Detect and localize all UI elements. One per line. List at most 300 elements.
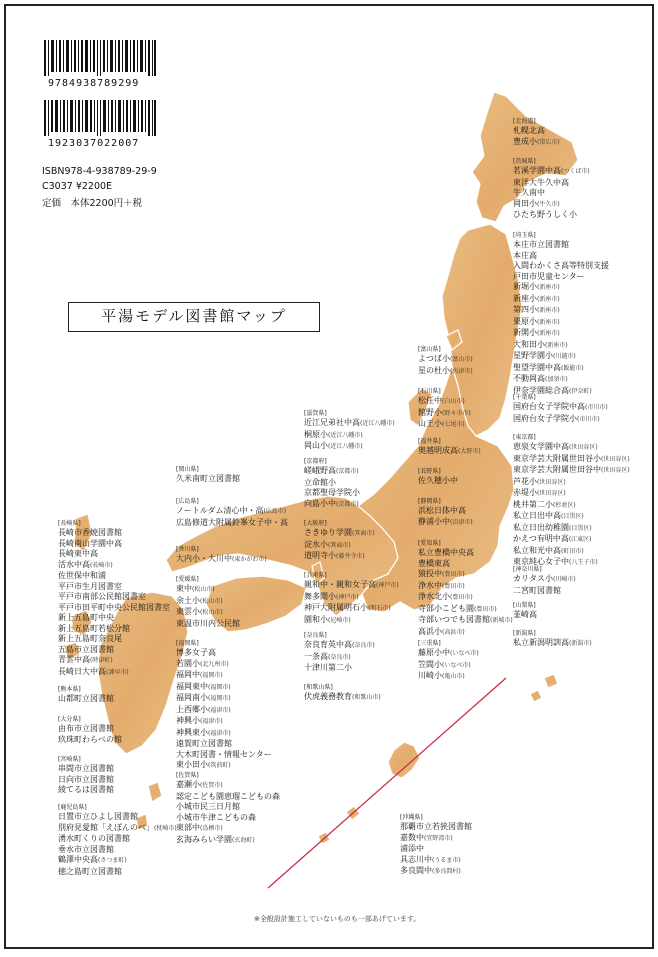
library-entry <box>176 474 240 485</box>
library-entry <box>513 240 609 251</box>
library-entry <box>176 554 267 566</box>
prefecture-label: [愛媛県] <box>176 576 199 583</box>
library-entry <box>513 477 630 489</box>
library-city-note: (伊奈町) <box>569 387 592 395</box>
library-city-note: (和歌山市) <box>352 694 381 701</box>
library-name: 恵泉女学園中高 <box>513 442 569 451</box>
library-name: 山王小 <box>418 419 442 428</box>
isbn-barcode <box>44 40 156 76</box>
library-name: 私立日出幼稚園 <box>513 522 569 532</box>
library-name: 青雲中高 <box>58 655 90 664</box>
library-entry <box>176 518 288 529</box>
library-entry <box>513 137 560 149</box>
region-saitama <box>513 232 609 397</box>
library-entry <box>418 446 481 458</box>
library-city-note: (世田谷区) <box>537 478 566 486</box>
prefecture-label: [沖縄県] <box>400 814 423 821</box>
library-entry <box>58 592 170 603</box>
library-entry <box>304 663 375 674</box>
library-city-note: (長崎市) <box>90 561 113 569</box>
library-entry <box>58 724 122 735</box>
library-city-note: (近江八幡市) <box>360 420 395 427</box>
library-name: 多良間中 <box>400 866 432 875</box>
library-entry <box>58 764 114 775</box>
library-entry <box>513 465 630 477</box>
library-city-note: (佐賀市) <box>200 782 223 789</box>
map-title: 平湯モデル図書館マップ <box>68 302 320 332</box>
library-entry <box>513 340 609 352</box>
library-name: 長崎市香焼図書館 <box>58 528 122 537</box>
library-name: 高浜小 <box>418 626 442 636</box>
library-city-note: (宜野湾市) <box>424 834 453 842</box>
library-entry <box>58 645 170 656</box>
library-name: 新上五島町奈良尾 <box>58 634 122 643</box>
library-entry <box>58 603 170 614</box>
library-entry <box>513 178 590 189</box>
library-name: 大内小・大川中 <box>176 554 232 563</box>
region-fukui <box>418 438 481 458</box>
library-name: カリタス小 <box>513 574 553 583</box>
library-entry <box>418 660 479 672</box>
library-city-note: (福津市) <box>208 729 231 737</box>
library-name: よつば小 <box>418 354 450 363</box>
library-city-note: (町田市) <box>561 547 584 555</box>
library-entry <box>513 402 608 414</box>
prefecture-label: [北海道] <box>513 118 536 125</box>
library-name: 浄水中 <box>418 580 442 590</box>
library-name: 嵯峨野高 <box>304 466 336 475</box>
library-city-note: (尼崎市) <box>328 616 351 624</box>
library-entry <box>513 534 630 546</box>
library-city-note: (世田谷区) <box>537 490 566 497</box>
region-hokkaido <box>513 118 560 148</box>
barcode-number-2: 1923037022007 <box>48 138 140 149</box>
library-entry <box>58 613 170 624</box>
library-city-note: (豊田市) <box>442 571 465 578</box>
library-name: 私立日出中高 <box>513 511 561 520</box>
library-entry <box>176 823 280 835</box>
region-niigata <box>513 630 592 650</box>
prefecture-label: [佐賀県] <box>176 772 199 779</box>
library-city-note: (新座市) <box>537 330 560 337</box>
library-name: 星の杜小 <box>418 365 450 375</box>
library-entry <box>176 802 280 813</box>
library-name: 小城市民三日月館 <box>176 802 240 811</box>
library-entry <box>513 511 630 523</box>
library-entry <box>418 569 513 581</box>
library-entry <box>58 785 114 796</box>
library-city-note: (目黒区) <box>569 524 592 532</box>
library-name: 入間わかくさ高等特別支援 <box>513 261 609 270</box>
library-entry <box>58 549 170 560</box>
library-entry <box>418 396 471 408</box>
prefecture-label: [石川県] <box>418 388 441 395</box>
library-name: 大木町図書・情報センター <box>176 749 272 759</box>
library-entry <box>304 466 360 478</box>
library-name: 佐世保中和浦 <box>58 571 106 580</box>
library-city-note: (目黒区) <box>561 513 584 520</box>
library-entry <box>304 528 375 540</box>
prefecture-label: [富山県] <box>418 346 441 353</box>
library-city-note: (飯能市) <box>561 364 584 372</box>
library-name: 平戸市南部公民館図書室 <box>58 592 146 601</box>
library-name: 川崎小 <box>418 671 442 680</box>
library-entry <box>58 694 114 705</box>
library-name: 第四小 <box>513 305 537 314</box>
library-city-note: (神戸市) <box>336 593 359 601</box>
library-entry <box>304 418 395 430</box>
prefecture-label: [奈良県] <box>304 632 327 639</box>
prefecture-label: [千葉県] <box>513 394 536 401</box>
library-city-note: (いなべ市) <box>442 661 471 669</box>
library-name: 不動岡高 <box>513 374 545 383</box>
region-shizuoka <box>418 498 473 528</box>
library-name: 奈良育英中高 <box>304 640 352 649</box>
library-entry <box>418 419 471 431</box>
footnote: ※全般設計施工していないものも一部あげています。 <box>254 915 421 923</box>
library-city-note: (松山市) <box>200 597 223 605</box>
library-name: 道明寺小 <box>304 551 336 560</box>
library-city-note: (野々市市) <box>442 409 471 417</box>
region-aichi <box>418 540 513 638</box>
library-name: 寺部小こども園 <box>418 603 474 613</box>
library-city-note: (福岡市) <box>208 695 231 702</box>
prefecture-label: [大阪府] <box>304 520 327 527</box>
library-entry <box>418 506 473 517</box>
library-name: 伏虎義務教育 <box>304 692 352 701</box>
library-name: 福岡東中 <box>176 681 208 691</box>
library-name: 牛久南中 <box>513 188 545 197</box>
prefecture-label: [三重県] <box>418 640 441 647</box>
library-entry <box>418 671 479 683</box>
prefecture-label: [静岡県] <box>418 498 441 505</box>
library-city-note: (世田谷区) <box>569 444 598 451</box>
library-name: 一条高 <box>304 651 328 661</box>
library-name: 別府見愛館「えぼんのべ」 <box>58 822 154 832</box>
library-name: 博多女子高 <box>176 648 216 657</box>
library-name: 館野小 <box>418 407 442 417</box>
library-name: 岡田小 <box>513 198 537 208</box>
library-entry <box>513 126 560 137</box>
region-ehime <box>176 576 240 629</box>
library-name: 大和田小 <box>513 339 545 349</box>
library-entry <box>513 282 609 294</box>
library-city-note: (松山市) <box>192 586 215 593</box>
library-city-note: (富山市) <box>450 356 473 363</box>
library-entry <box>58 735 122 746</box>
library-name: 嘉数中 <box>400 832 424 842</box>
library-name: 綾てるは図書館 <box>58 785 114 794</box>
library-name: 園和小 <box>304 614 328 624</box>
region-hyogo <box>304 572 399 626</box>
library-entry <box>513 351 609 363</box>
library-name: 日置市立ひよし図書館 <box>58 812 138 821</box>
library-name: 長崎東中高 <box>58 549 98 558</box>
library-entry <box>418 559 513 570</box>
library-name: 近江兄弟社中高 <box>304 418 360 427</box>
library-city-note: (豊田市) <box>450 594 473 601</box>
library-entry <box>418 548 513 559</box>
library-entry <box>58 624 170 635</box>
library-city-note: (新座市) <box>537 307 560 314</box>
library-city-note: (新座市) <box>537 318 560 326</box>
library-city-note: (豊田市) <box>474 605 497 613</box>
library-entry <box>513 500 630 512</box>
library-name: 淀水小 <box>304 539 328 549</box>
library-name: 玄海みらい学園 <box>176 834 232 844</box>
library-entry <box>176 659 272 671</box>
prefecture-label: [茨城県] <box>513 158 536 165</box>
library-entry <box>176 813 280 824</box>
library-name: 桐原小 <box>304 429 328 439</box>
library-name: 久米南町立図書館 <box>176 474 240 483</box>
library-entry <box>304 499 360 511</box>
library-name: 立命館小 <box>304 477 336 487</box>
library-city-note: (加須市) <box>545 376 568 383</box>
library-entry <box>58 667 170 679</box>
region-oita <box>58 716 122 745</box>
library-name: 親和中・親和女子高 <box>304 580 376 589</box>
library-name: 神興小 <box>176 716 200 725</box>
library-entry <box>304 580 399 592</box>
library-entry <box>418 627 513 639</box>
library-name: ノートルダム清心中・高 <box>176 506 264 515</box>
library-name: 十津川第二小 <box>304 663 352 672</box>
library-city-note: (近江八幡市) <box>328 431 363 439</box>
library-city-note: (神戸市) <box>376 582 399 589</box>
okinawa-shape <box>388 742 420 778</box>
library-name: 徳之島町立図書館 <box>58 866 122 876</box>
library-entry <box>513 442 630 454</box>
library-name: 神興東小 <box>176 727 208 737</box>
book-back-cover <box>4 4 654 949</box>
prefecture-label: [鹿児島県] <box>58 804 87 811</box>
library-name: 福岡南小 <box>176 693 208 702</box>
library-entry <box>58 775 114 786</box>
library-entry <box>400 844 472 855</box>
library-entry <box>58 571 170 582</box>
library-name: 国府台女子学院小 <box>513 413 577 423</box>
library-entry <box>176 792 280 803</box>
region-okayama <box>176 466 240 485</box>
region-mie <box>418 640 479 683</box>
library-city-note: (箕面市) <box>328 541 351 549</box>
library-entry <box>418 366 473 378</box>
library-name: ひたち野うしく小 <box>513 210 577 219</box>
library-name: 日向市立図書館 <box>58 774 114 784</box>
library-entry <box>418 615 513 627</box>
library-entry <box>176 739 272 750</box>
library-city-note: (市川市) <box>585 404 608 411</box>
library-name: 笠間小 <box>418 659 442 669</box>
library-entry <box>513 586 576 597</box>
library-name: 赤堤小 <box>513 488 537 497</box>
library-city-note: (牛久市) <box>537 200 560 208</box>
library-entry <box>176 780 280 792</box>
library-city-note: (杉並区) <box>553 501 576 509</box>
library-name: 新上五島町若松分館 <box>58 623 130 633</box>
prefecture-label: [大分県] <box>58 716 81 723</box>
library-entry <box>58 867 177 878</box>
library-city-note: (奈良市) <box>328 653 351 661</box>
library-entry <box>304 652 375 664</box>
library-city-note: (筑前町) <box>208 762 231 769</box>
library-entry <box>513 272 609 283</box>
library-entry <box>304 592 399 604</box>
library-name: 国府台女子学院中高 <box>513 402 585 411</box>
library-name: 玖珠町わらべの館 <box>58 734 122 744</box>
library-entry <box>513 210 590 221</box>
library-city-note: (江東区) <box>568 536 592 543</box>
library-name: 豊橋東高 <box>418 558 450 568</box>
library-entry <box>176 682 272 694</box>
library-name: 湧水町くりの図書館 <box>58 834 130 843</box>
prefecture-label: [福岡県] <box>176 640 199 647</box>
library-name: さきゆり学園 <box>304 528 352 537</box>
library-entry <box>176 506 288 518</box>
library-entry <box>513 374 609 386</box>
library-entry <box>176 596 240 608</box>
library-city-note: (多良間村) <box>432 868 461 875</box>
library-name: 東小田小 <box>176 760 208 769</box>
library-name: 浄水北小 <box>418 592 450 601</box>
library-name: 若園小 <box>176 658 200 668</box>
library-name: 東京学芸大附属世田谷小 <box>513 453 601 463</box>
library-name: 浦添中 <box>400 844 424 853</box>
library-entry <box>58 582 170 593</box>
library-name: 広島修道大附属鈴峯女子中・高 <box>176 517 288 527</box>
library-city-note: (福岡市) <box>200 672 223 679</box>
library-name: 栗原小 <box>513 316 537 326</box>
library-city-note: (川崎市) <box>553 576 576 583</box>
prefecture-label: [東京都] <box>513 434 536 441</box>
region-shiga <box>304 410 395 453</box>
library-name: 京都聖母学院小 <box>304 488 360 497</box>
library-name: 垂水市立図書館 <box>58 844 114 854</box>
library-entry <box>304 692 381 704</box>
library-entry <box>418 354 473 366</box>
library-entry <box>400 866 472 878</box>
region-wakayama <box>304 684 381 704</box>
region-osaka <box>304 520 375 563</box>
library-city-note: (高浜市) <box>442 628 465 636</box>
library-name: 浜松日体中高 <box>418 506 466 515</box>
library-entry <box>513 328 609 340</box>
prefecture-label: [山梨県] <box>513 602 536 609</box>
library-entry <box>418 476 458 487</box>
library-name: 平戸市生月図書室 <box>58 581 122 591</box>
library-city-note: (魚津市) <box>450 367 473 375</box>
library-name: 舞多聞小 <box>304 591 336 601</box>
library-name: 本庄市立図書館 <box>513 240 569 249</box>
library-name: 五島市立図書館 <box>58 644 114 654</box>
library-entry <box>513 454 630 466</box>
library-name: 長崎日大中高 <box>58 666 106 676</box>
library-entry <box>58 655 170 667</box>
library-name: 認定こども園恵瑠こどもの森 <box>176 791 280 801</box>
prefecture-label: [香川県] <box>176 546 199 553</box>
library-name: 私立豊橋中央高 <box>418 548 474 557</box>
library-name: かえつ有明中高 <box>513 534 569 543</box>
region-saga <box>176 772 280 846</box>
library-name: 嘉瀬小 <box>176 780 200 789</box>
library-entry <box>58 845 177 856</box>
library-city-note: (世田谷区) <box>601 455 630 463</box>
prefecture-label: [長崎県] <box>58 520 81 527</box>
library-name: 私立新潟明訓高 <box>513 638 569 647</box>
library-city-note: (新城市) <box>490 617 513 624</box>
library-entry <box>176 607 240 619</box>
library-city-note: (箕面市) <box>352 530 375 537</box>
library-entry <box>176 705 272 717</box>
library-city-note: (玄海町) <box>232 836 255 844</box>
library-name: 星野学園小 <box>513 351 553 360</box>
library-city-note: (京都市) <box>336 500 359 508</box>
isbn-text: ISBN978-4-938789-29-9 <box>42 166 157 177</box>
library-entry <box>513 305 609 317</box>
region-nara <box>304 632 375 674</box>
library-entry <box>513 166 590 178</box>
library-entry <box>176 835 280 847</box>
library-name: 静浦小中 <box>418 516 450 526</box>
library-name: 平戸市田平町中央公民館図書室 <box>58 602 170 612</box>
library-name: 遠賀町立図書館 <box>176 739 232 748</box>
library-city-note: (明石市) <box>368 605 391 612</box>
library-entry <box>513 546 630 558</box>
prefecture-label: [新潟県] <box>513 630 536 637</box>
library-city-note: (新潟市) <box>569 640 592 647</box>
library-entry <box>513 638 592 650</box>
library-entry <box>513 199 590 211</box>
region-okinawa <box>400 814 472 878</box>
library-entry <box>176 728 272 740</box>
library-city-note: (うるま市) <box>432 856 461 864</box>
library-entry <box>58 634 170 645</box>
library-name: 松任中 <box>418 396 442 405</box>
library-city-note: (つくば市) <box>561 168 590 175</box>
library-city-note: (松山市) <box>200 609 223 616</box>
library-city-note: (時津町) <box>90 657 113 664</box>
library-name: 東洋大牛久中高 <box>513 177 569 187</box>
library-entry <box>304 615 399 627</box>
library-entry <box>418 517 473 529</box>
library-name: 由布市立図書館 <box>58 724 114 733</box>
library-city-note: (沼津市) <box>450 518 473 526</box>
library-city-note: (八王子市) <box>569 559 598 566</box>
region-kyoto <box>304 458 360 510</box>
library-name: 上西郷小 <box>176 704 208 714</box>
library-city-note: (新座市) <box>537 284 560 291</box>
library-name: 猿投中 <box>418 569 442 578</box>
price-text: 定価 本体2200円＋税 <box>42 198 143 209</box>
library-entry <box>513 488 630 500</box>
library-entry <box>513 523 630 535</box>
library-city-note: (藤井寺市) <box>336 553 365 560</box>
library-city-note: (亀山市) <box>442 673 465 680</box>
prefecture-label: [埼玉県] <box>513 232 536 239</box>
library-entry <box>176 760 272 772</box>
library-entry <box>176 619 240 630</box>
price-barcode <box>44 100 156 136</box>
library-entry <box>304 441 395 453</box>
library-entry <box>304 430 395 442</box>
library-name: 東雲小 <box>176 607 200 616</box>
region-kagoshima <box>58 804 177 877</box>
library-entry <box>513 188 590 199</box>
library-entry <box>58 834 177 845</box>
library-city-note: (白山市) <box>442 398 465 405</box>
region-nagasaki <box>58 520 170 678</box>
